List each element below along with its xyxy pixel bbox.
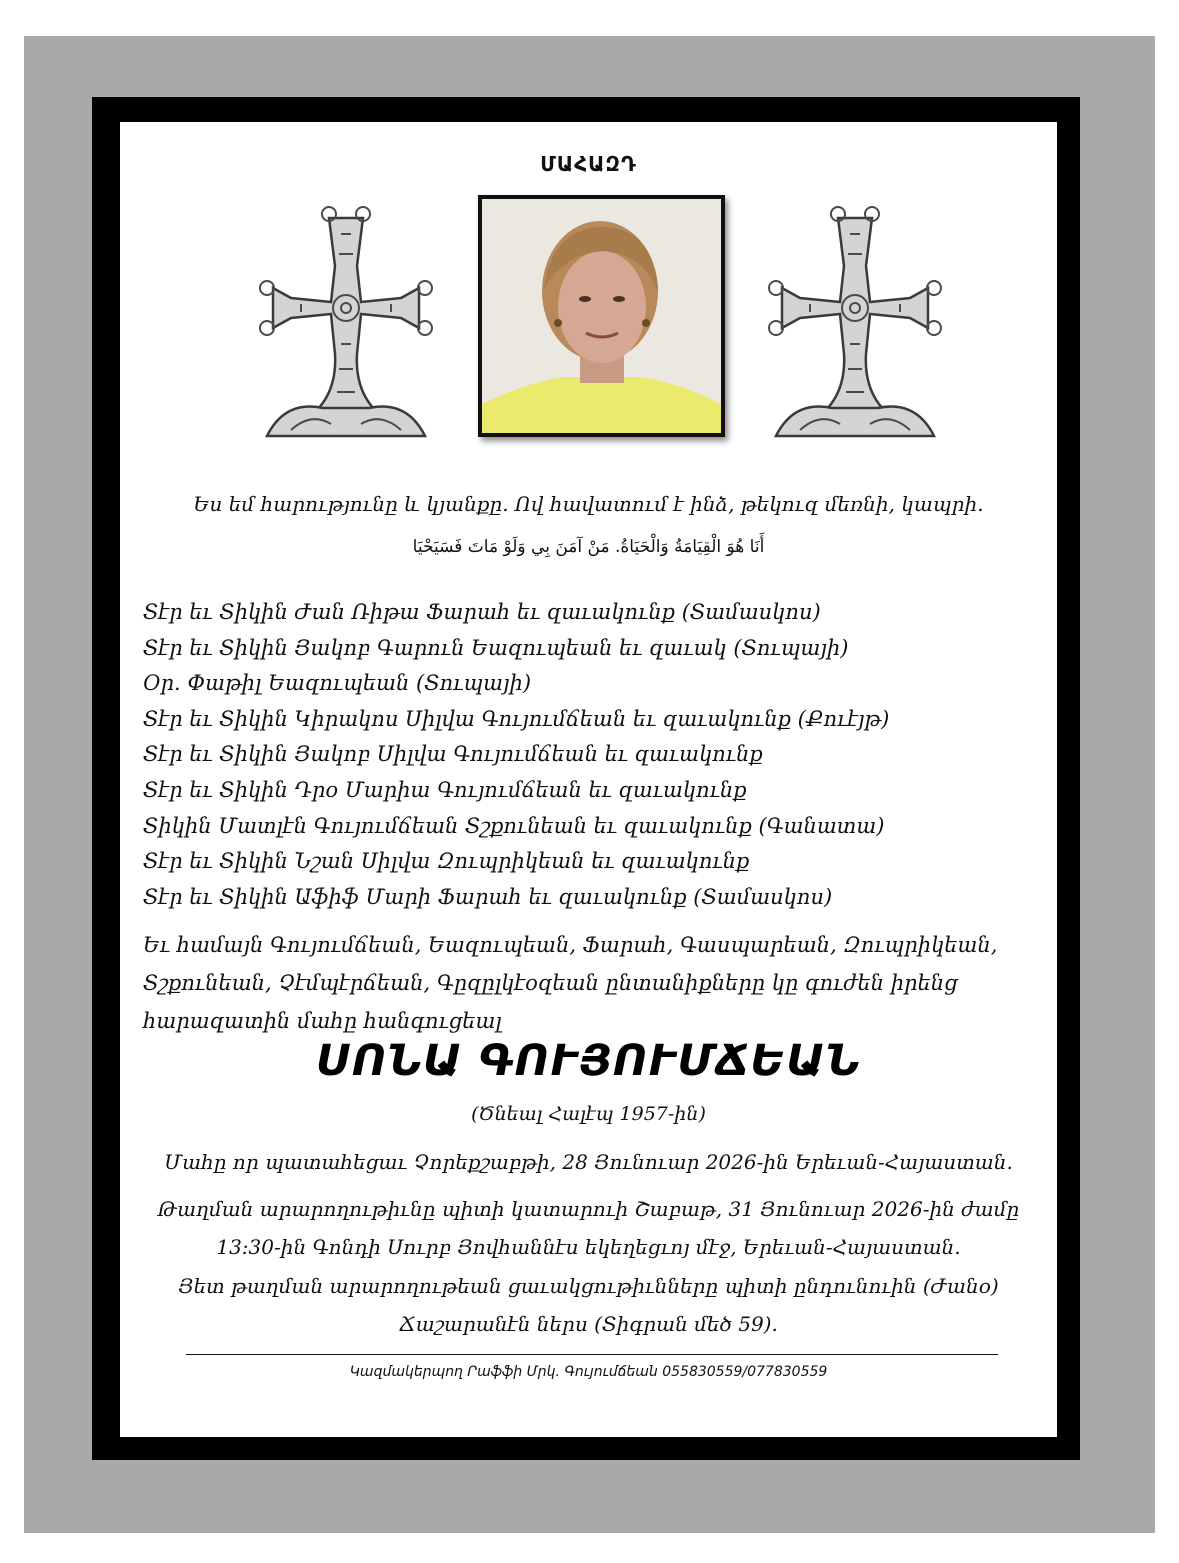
deceased-portrait: [478, 195, 725, 437]
condolences-info: [120, 1267, 1057, 1343]
mourner-line: Տէր եւ Տիկին Աֆիֆ Մարի Ֆարահ եւ զաւակունք (Տամասկոս): [143, 884, 833, 909]
mourner-line: Տէր եւ Տիկին Նշան Սիլվա Զուպրիկեան եւ զաւակունք: [143, 849, 750, 874]
footer-divider: [186, 1354, 998, 1355]
mourner-line: Տէր եւ Տիկին Ժան Ռիթա Ֆարահ եւ զաւակունք (Տամասկոս): [143, 600, 821, 624]
families-line: հարազատին մահը հանգուցեալ: [143, 1009, 502, 1033]
armenian-cross-icon: [760, 204, 950, 440]
obituary-notice: [120, 122, 1057, 1437]
condolences-line: Յետ թաղման արարողութեան ցաւակցութիւնները պիտի ընդունուին (Ժանօ): [178, 1274, 999, 1298]
mourner-line: Տէր եւ Տիկին Դրօ Մարիա Գույումճեան եւ զաւակունք: [143, 777, 747, 802]
funeral-info: [120, 1190, 1057, 1266]
funeral-line: 13:30-ին Գոնդի Սուրբ Յովհաննէս եկեղեցւոյ մէջ, Երեւան-Հայաստան.: [216, 1235, 961, 1259]
armenian-cross-icon: [251, 204, 441, 440]
condolences-line: Ճաշարանէն ներս (Տիգրան մեծ 59).: [399, 1312, 778, 1336]
families-line: Տշքունեան, Չէմպէրճեան, Գըզըլկէօզեան ընտանիքները կը գուժեն իրենց: [143, 971, 958, 995]
mourner-line: Տէր եւ Տիկին Յակոբ Գարուն Եազուպեան եւ զաւակ (Տուպայի): [143, 635, 849, 660]
birth-info: (Ծնեալ Հալէպ 1957-ին): [471, 1103, 706, 1125]
notice-title: ՄԱՀԱԶԴ: [540, 152, 637, 176]
mourner-line: Տէր եւ Տիկին Յակոբ Սիլվա Գույումճեան եւ զաւակունք: [143, 742, 763, 767]
scripture-verse-armenian: Ես եմ հարությունը և կյանքը. Ով հավատում է ինձ, թեկուզ մեռնի, կապրի.: [193, 492, 984, 516]
mourner-line: Տէր եւ Տիկին Կիրակոս Սիլվա Գույումճեան եւ զաւակունք (Քուէյթ): [143, 706, 890, 731]
funeral-line: Թաղման արարողութիւնը պիտի կատարուի Շաբաթ, 31 Յունուար 2026-ին ժամը: [157, 1197, 1020, 1221]
death-info: Մահը որ պատահեցաւ Չորեքշաբթի, 28 Յունուար 2026-ին Երեւան-Հայաստան.: [164, 1150, 1013, 1174]
deceased-name: ՍՈՆԱ ԳՈՒՅՈՒՄՃԵԱՆ: [315, 1036, 862, 1086]
mourner-line: Օր. Փաթիլ Եազուպեան (Տուպայի): [143, 671, 532, 696]
mourners-list: [143, 595, 889, 915]
scripture-verse-arabic: أَنَا هُوَ الْقِيَامَةُ وَالْحَيَاةُ. مَنْ آمَنَ بِي وَلَوْ مَاتَ فَسَيَحْيَا: [412, 537, 765, 557]
families-line: Եւ համայն Գույումճեան, Եազուպեան, Ֆարահ, Գասպարեան, Զուպրիկեան,: [143, 933, 998, 957]
organizer-contact: Կազմակերպող Րաֆֆի Մրկ. Գույումճեան 055830559/077830559: [349, 1364, 828, 1380]
mourner-line: Տիկին Մատլէն Գույումճեան Տշքունեան եւ զաւակունք (Գանատա): [143, 813, 885, 838]
families-announcement: [143, 926, 1023, 1040]
